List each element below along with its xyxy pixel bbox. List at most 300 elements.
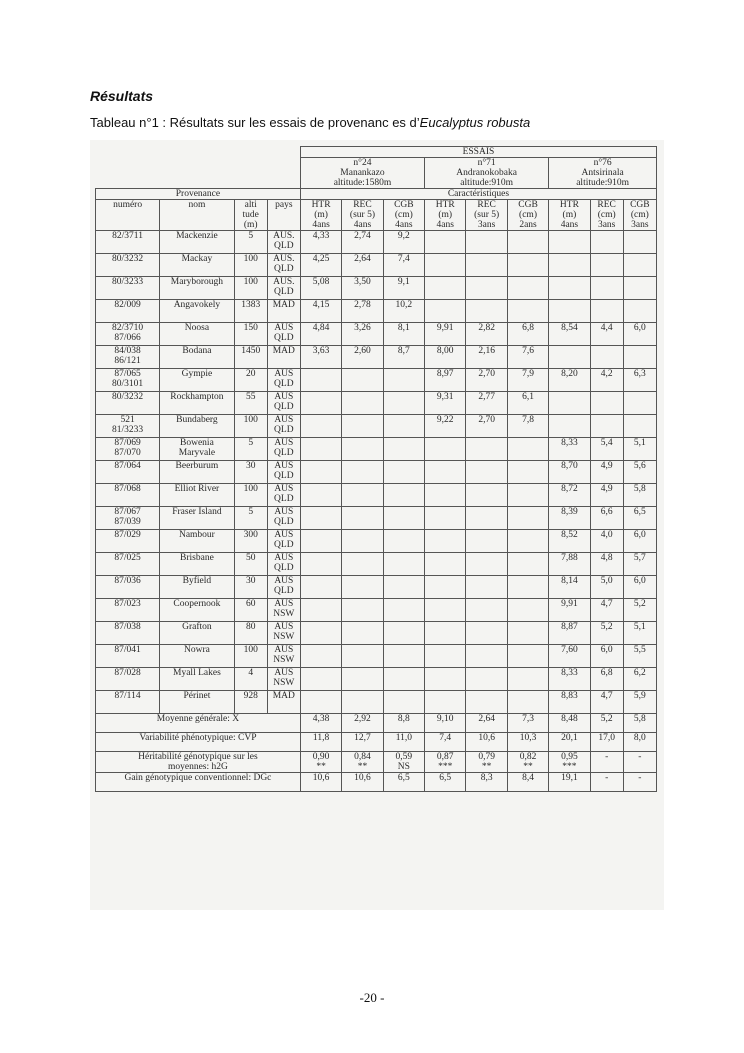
cell-nom-line: Byfield: [182, 576, 212, 586]
cell-value: [466, 530, 507, 553]
cell-numero: [96, 691, 160, 714]
cell-value: [342, 277, 383, 300]
cell-value-line: 9,91: [561, 599, 578, 609]
cell-value: [623, 392, 656, 415]
cell-numero: [96, 254, 160, 277]
summary-value: [623, 752, 656, 773]
cell-value: [425, 346, 466, 369]
cell-value: [300, 369, 341, 392]
cell-numero-line: 87/038: [114, 622, 141, 632]
col-measure-line: REC: [477, 200, 496, 210]
cell-value-line: 6,1: [522, 392, 534, 402]
cell-value-line: 4,0: [600, 530, 613, 540]
cell-value: [383, 300, 424, 323]
cell-nom-line: Mackenzie: [176, 231, 218, 241]
cell-numero: [96, 323, 160, 346]
col-numero-line: numéro: [113, 200, 143, 210]
cell-value: [466, 553, 507, 576]
cell-value: [590, 691, 623, 714]
summary-value: [342, 752, 383, 773]
cell-value-line: 2,77: [478, 392, 495, 402]
cell-value: [590, 369, 623, 392]
summary-value-line: -: [605, 752, 609, 762]
cell-value-line: 8,52: [561, 530, 578, 540]
summary-value-line: 0,87: [436, 752, 454, 762]
cell-value-line: 8,83: [561, 691, 578, 701]
cell-value: [425, 277, 466, 300]
cell-altitude-line: 80: [245, 622, 256, 632]
cell-pays-line: QLD: [274, 402, 294, 412]
cell-nom-line: Elliot River: [174, 484, 220, 494]
col-measure: [342, 200, 383, 231]
cell-value: [300, 254, 341, 277]
cell-pays-line: QLD: [274, 494, 294, 504]
cell-altitude-line: 20: [245, 369, 256, 379]
summary-value-line: 5,2: [600, 714, 613, 724]
col-measure-line: (m): [314, 210, 328, 220]
table-row: [96, 484, 657, 507]
cell-value: [549, 461, 590, 484]
cell-value-line: 6,8: [600, 668, 613, 678]
cell-pays-line: AUS.: [273, 254, 295, 264]
cell-value: [549, 507, 590, 530]
cell-value-line: 4,2: [600, 369, 613, 379]
cell-nom: [160, 645, 235, 668]
col-measure-line: (cm): [597, 210, 616, 220]
cell-pays-line: MAD: [272, 691, 295, 701]
cell-nom-line: Bowenia: [180, 438, 214, 448]
cell-value-line: 8,1: [397, 323, 410, 333]
cell-pays: [267, 369, 300, 392]
cell-value: [623, 553, 656, 576]
cell-value: [342, 231, 383, 254]
cell-value-line: 5,6: [633, 461, 646, 471]
cell-numero: [96, 530, 160, 553]
cell-value: [507, 484, 548, 507]
cell-altitude-line: 4: [248, 668, 254, 678]
cell-value: [383, 323, 424, 346]
cell-value: [383, 645, 424, 668]
cell-pays: [267, 438, 300, 461]
site-header-line: n°71: [477, 158, 496, 168]
cell-pays: [267, 622, 300, 645]
summary-row: [96, 773, 657, 792]
summary-value-line: 0,79: [478, 752, 495, 762]
table-row: [96, 438, 657, 461]
cell-numero: [96, 461, 160, 484]
cell-altitude: [234, 346, 267, 369]
cell-value-line: 7,8: [522, 415, 534, 425]
cell-value-line: 6,5: [633, 507, 646, 517]
cell-value: [466, 645, 507, 668]
cell-numero-line: 87/065: [114, 369, 141, 379]
summary-value: [300, 773, 341, 792]
cell-nom: [160, 438, 235, 461]
cell-pays: [267, 323, 300, 346]
cell-numero: [96, 392, 160, 415]
cell-value: [383, 484, 424, 507]
cell-altitude-line: 928: [243, 691, 258, 701]
cell-value-line: 8,7: [397, 346, 410, 356]
cell-value: [383, 231, 424, 254]
provenance-header: [96, 189, 301, 200]
cell-value: [425, 484, 466, 507]
summary-value-line: 8,0: [633, 733, 646, 743]
cell-altitude-line: 30: [245, 576, 256, 586]
summary-value-line: 19,1: [561, 773, 578, 783]
cell-value-line: 6,0: [633, 576, 646, 586]
cell-value-line: 7,9: [522, 369, 534, 379]
cell-pays-line: AUS: [274, 415, 294, 425]
cell-altitude: [234, 553, 267, 576]
summary-value: [507, 733, 548, 752]
cell-nom: [160, 415, 235, 438]
cell-pays-line: AUS: [274, 438, 294, 448]
cell-nom-line: Rockhampton: [170, 392, 224, 402]
summary-value-line: 7,3: [522, 714, 534, 724]
cell-numero-line: 87/068: [114, 484, 141, 494]
cell-value: [623, 438, 656, 461]
cell-value: [342, 530, 383, 553]
table-row: [96, 323, 657, 346]
cell-numero-line: 82/009: [114, 300, 141, 310]
summary-value: [300, 714, 341, 733]
cell-pays-line: MAD: [272, 346, 295, 356]
cell-value: [383, 576, 424, 599]
cell-nom-line: Périnet: [183, 691, 211, 701]
cell-value: [623, 691, 656, 714]
cell-value: [342, 346, 383, 369]
header-row-columns: [96, 200, 657, 231]
cell-nom: [160, 668, 235, 691]
cell-value: [507, 530, 548, 553]
cell-value-line: 2,82: [478, 323, 495, 333]
cell-value-line: 8,20: [561, 369, 578, 379]
blank-corner: [96, 158, 301, 189]
cell-value: [623, 507, 656, 530]
cell-altitude-line: 300: [243, 530, 258, 540]
summary-value-line: -: [605, 773, 609, 783]
cell-pays-line: AUS: [274, 323, 294, 333]
cell-nom-line: Fraser Island: [172, 507, 222, 517]
summary-value-line: 0,95: [561, 752, 578, 762]
cell-pays-line: AUS: [274, 369, 294, 379]
cell-pays-line: NSW: [273, 632, 295, 642]
cell-pays-line: AUS: [274, 484, 294, 494]
summary-label: [96, 752, 301, 773]
summary-value: [623, 773, 656, 792]
summary-value: [549, 752, 590, 773]
section-title: Résultats: [90, 88, 154, 104]
cell-value: [623, 231, 656, 254]
cell-pays: [267, 691, 300, 714]
summary-value-line: 11,0: [395, 733, 412, 743]
cell-altitude-line: 30: [245, 461, 256, 471]
cell-value: [342, 369, 383, 392]
cell-value-line: 9,22: [436, 415, 454, 425]
cell-value: [425, 599, 466, 622]
cell-pays: [267, 392, 300, 415]
cell-altitude: [234, 461, 267, 484]
summary-value-line: 8,4: [522, 773, 534, 783]
cell-altitude: [234, 507, 267, 530]
summary-value: [590, 773, 623, 792]
cell-value: [342, 254, 383, 277]
site-header-line: altitude:910m: [460, 178, 514, 188]
cell-value: [549, 576, 590, 599]
cell-altitude-line: 100: [243, 415, 258, 425]
cell-pays: [267, 507, 300, 530]
cell-value: [549, 254, 590, 277]
cell-numero-line: 82/3711: [112, 231, 143, 241]
cell-nom-line: Beerburum: [175, 461, 219, 471]
col-measure-line: 3ans: [597, 220, 616, 230]
cell-value-line: 8,72: [561, 484, 578, 494]
col-measure-line: (m): [562, 210, 577, 220]
cell-value-line: 8,14: [561, 576, 578, 586]
summary-row: [96, 752, 657, 773]
cell-numero: [96, 599, 160, 622]
site-header-line: altitude:1580m: [333, 178, 392, 188]
caracteristiques-header: [300, 189, 656, 200]
cell-altitude: [234, 415, 267, 438]
col-measure: [507, 200, 548, 231]
summary-value-line: 10,3: [519, 733, 537, 743]
cell-value: [507, 645, 548, 668]
cell-numero: [96, 438, 160, 461]
summary-value-line: 0,84: [354, 752, 371, 762]
cell-value-line: 8,54: [561, 323, 578, 333]
summary-value-line: ***: [438, 762, 453, 772]
cell-value-line: 4,25: [312, 254, 330, 264]
cell-nom: [160, 530, 235, 553]
summary-value: [507, 752, 548, 773]
cell-value: [507, 576, 548, 599]
cell-value-line: 4,9: [600, 461, 613, 471]
col-measure-line: HTR: [311, 200, 331, 210]
cell-value: [466, 369, 507, 392]
cell-value: [383, 415, 424, 438]
cell-pays-line: QLD: [274, 287, 294, 297]
summary-value-line: 0,82: [519, 752, 537, 762]
cell-value: [590, 254, 623, 277]
cell-pays: [267, 530, 300, 553]
summary-value: [425, 773, 466, 792]
cell-value: [549, 622, 590, 645]
summary-value-line: -: [638, 752, 642, 762]
cell-value-line: 5,2: [633, 599, 646, 609]
summary-value-line: 6,5: [397, 773, 410, 783]
summary-value: [590, 752, 623, 773]
col-measure: [549, 200, 590, 231]
cell-value: [623, 323, 656, 346]
col-measure-line: 3ans: [477, 220, 496, 230]
cell-pays: [267, 346, 300, 369]
cell-value: [300, 691, 341, 714]
cell-numero-line: 81/3233: [112, 425, 144, 435]
col-measure-line: CGB: [518, 200, 538, 210]
cell-altitude: [234, 438, 267, 461]
cell-altitude: [234, 530, 267, 553]
cell-value: [466, 346, 507, 369]
cell-value: [549, 599, 590, 622]
cell-value-line: 5,4: [600, 438, 613, 448]
cell-value: [623, 484, 656, 507]
cell-value-line: 2,60: [354, 346, 371, 356]
cell-numero-line: 87/069: [114, 438, 141, 448]
cell-nom-line: Mackay: [181, 254, 213, 264]
cell-pays: [267, 415, 300, 438]
cell-value: [590, 553, 623, 576]
cell-value: [300, 346, 341, 369]
cell-nom: [160, 300, 235, 323]
cell-value: [623, 415, 656, 438]
table-row: [96, 231, 657, 254]
summary-value-line: ***: [562, 762, 577, 772]
cell-altitude-line: 1383: [241, 300, 261, 310]
summary-value: [300, 733, 341, 752]
cell-altitude: [234, 576, 267, 599]
col-measure-line: (cm): [394, 210, 413, 220]
cell-value: [383, 622, 424, 645]
col-altitude: [234, 200, 267, 231]
cell-nom: [160, 553, 235, 576]
cell-numero: [96, 277, 160, 300]
cell-value-line: 7,60: [561, 645, 578, 655]
table-row: [96, 415, 657, 438]
summary-label-line: Moyenne générale: X: [156, 714, 240, 724]
table-row: [96, 300, 657, 323]
col-measure-line: (sur 5): [474, 210, 500, 220]
cell-value: [590, 484, 623, 507]
cell-value: [342, 645, 383, 668]
cell-nom-line: Bundaberg: [176, 415, 218, 425]
cell-value: [507, 254, 548, 277]
table-row: [96, 392, 657, 415]
cell-value: [425, 392, 466, 415]
cell-pays-line: AUS: [274, 461, 294, 471]
cell-value: [383, 369, 424, 392]
cell-value-line: 4,9: [600, 484, 613, 494]
summary-value-line: 10,6: [478, 733, 495, 743]
col-numero: [96, 200, 160, 231]
summary-value-line: 8,3: [480, 773, 493, 783]
essais-header-line: ESSAIS: [462, 147, 495, 157]
cell-value: [300, 277, 341, 300]
cell-value: [507, 323, 548, 346]
cell-numero: [96, 369, 160, 392]
cell-value-line: 6,0: [633, 530, 646, 540]
summary-row: [96, 733, 657, 752]
col-measure: [425, 200, 466, 231]
summary-value: [425, 733, 466, 752]
cell-value: [300, 300, 341, 323]
cell-value: [425, 691, 466, 714]
cell-altitude: [234, 369, 267, 392]
cell-value-line: 5,7: [633, 553, 646, 563]
species-name: Eucalyptus robusta: [419, 115, 531, 130]
cell-value: [507, 369, 548, 392]
cell-value: [623, 346, 656, 369]
cell-pays-line: AUS: [274, 530, 294, 540]
cell-numero: [96, 576, 160, 599]
cell-value: [425, 576, 466, 599]
provenance-header-line: Provenance: [175, 189, 221, 199]
cell-pays-line: AUS: [274, 507, 294, 517]
cell-altitude-line: 55: [245, 392, 256, 402]
cell-value: [507, 438, 548, 461]
cell-value-line: 8,33: [561, 668, 578, 678]
cell-nom-line: Bodana: [182, 346, 212, 356]
cell-pays: [267, 645, 300, 668]
cell-value: [383, 553, 424, 576]
cell-value: [590, 277, 623, 300]
summary-value: [383, 773, 424, 792]
summary-value-line: 9,10: [436, 714, 454, 724]
cell-pays-line: AUS: [274, 599, 294, 609]
cell-value: [590, 622, 623, 645]
summary-value: [342, 733, 383, 752]
cell-pays-line: AUS: [274, 668, 294, 678]
summary-value: [425, 714, 466, 733]
cell-nom-line: Brisbane: [180, 553, 214, 563]
cell-value: [466, 691, 507, 714]
col-measure: [466, 200, 507, 231]
cell-value: [383, 392, 424, 415]
cell-value: [590, 231, 623, 254]
summary-value: [300, 752, 341, 773]
results-table: [95, 146, 657, 792]
col-measure-line: 4ans: [436, 220, 454, 230]
cell-value: [623, 668, 656, 691]
cell-value: [623, 300, 656, 323]
cell-value: [425, 645, 466, 668]
col-measure-line: 4ans: [353, 220, 372, 230]
cell-pays: [267, 599, 300, 622]
cell-pays-line: NSW: [273, 678, 295, 688]
summary-value-line: 10,6: [312, 773, 330, 783]
cell-value-line: 9,91: [436, 323, 454, 333]
cell-value: [623, 254, 656, 277]
summary-value-line: 0,90: [312, 752, 330, 762]
summary-label: [96, 773, 301, 792]
cell-value-line: 5,0: [600, 576, 613, 586]
summary-value: [507, 773, 548, 792]
table-row: [96, 599, 657, 622]
cell-nom: [160, 507, 235, 530]
cell-altitude-line: 5: [248, 438, 254, 448]
cell-numero: [96, 346, 160, 369]
cell-altitude-line: 100: [243, 277, 258, 287]
cell-numero-line: 86/121: [114, 356, 141, 366]
summary-value-line: 11,8: [312, 733, 330, 743]
cell-pays: [267, 300, 300, 323]
cell-value-line: 6,0: [600, 645, 613, 655]
cell-numero-line: 80/3101: [112, 379, 144, 389]
cell-value: [623, 599, 656, 622]
cell-value: [466, 231, 507, 254]
cell-numero: [96, 645, 160, 668]
cell-value-line: 7,4: [397, 254, 410, 264]
cell-value: [549, 484, 590, 507]
cell-value: [466, 599, 507, 622]
table-row: [96, 507, 657, 530]
summary-value-line: 2,64: [478, 714, 495, 724]
summary-value-line: -: [638, 773, 642, 783]
cell-value: [300, 530, 341, 553]
cell-value: [342, 576, 383, 599]
cell-value-line: 4,4: [600, 323, 613, 333]
